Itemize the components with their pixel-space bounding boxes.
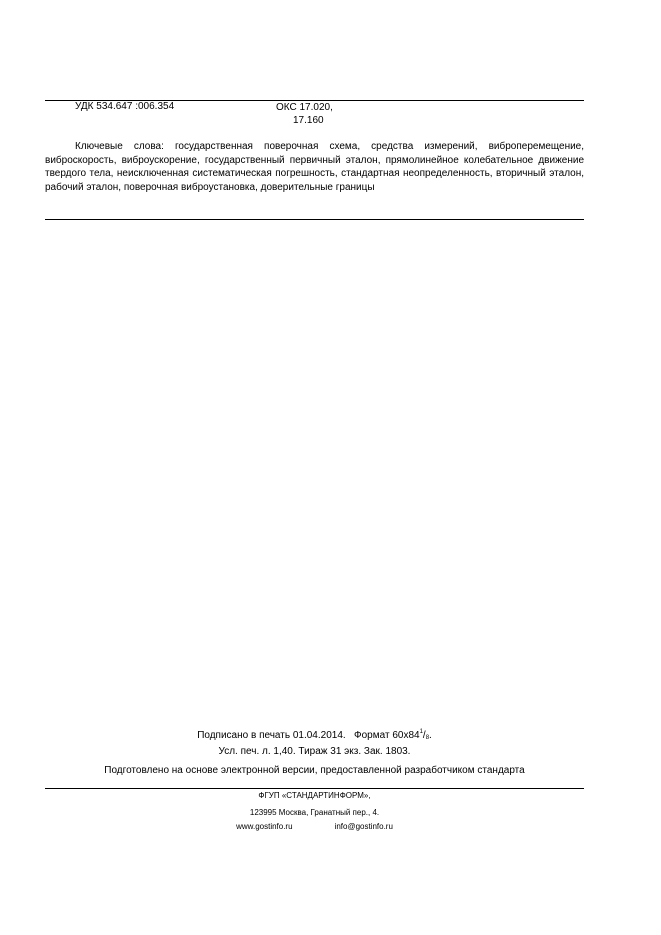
imprint-prepared-note: Подготовлено на основе электронной версии, предоставленной разработчиком стандарта [104, 765, 525, 776]
keywords-label: Ключевые слова: [75, 141, 164, 152]
format-end: . [429, 730, 432, 741]
udk-code: УДК 534.647 :006.354 [75, 101, 175, 112]
publisher-email-link[interactable]: info@gostinfo.ru [334, 822, 393, 831]
publisher-website-link[interactable]: www.gostinfo.ru [236, 822, 293, 831]
format-numerator: 1 [419, 729, 423, 735]
publisher-address: 123995 Москва, Гранатный пер., 4. [249, 808, 380, 817]
keywords-text: государственная поверочная схема, средства измерений, виброперемещение, виброскорость, виброускорение, государственный первичный эталон, прямолинейное колебательное движение твердого тела, неисключенная систематическая погрешность, стандартная неопределенность, вторичный эталон, рабочий эталон, поверочная виброустановка, доверительные границы [45, 141, 585, 193]
publisher-name: ФГУП «СТАНДАРТИНФОРМ», [258, 791, 371, 800]
keywords-bottom-rule [45, 219, 584, 220]
oks-line-1: ОКС 17.020, [276, 102, 333, 113]
imprint-print-info: Усл. печ. л. 1,40. Тираж 31 экз. Зак. 1803. [218, 746, 411, 757]
oks-code [276, 101, 333, 127]
publisher-top-rule [45, 788, 584, 789]
publisher-contacts [45, 822, 584, 831]
imprint-format: Формат $60x84^1/_8$. [354, 729, 432, 741]
imprint-signed-line [45, 729, 584, 741]
oks-line-2: 17.160 [293, 115, 324, 126]
format-denominator: 8 [425, 735, 430, 741]
format-label: Формат 60x84 [354, 730, 420, 741]
imprint-signed-date: Подписано в печать 01.04.2014. [197, 730, 346, 741]
keywords-paragraph [45, 140, 584, 194]
